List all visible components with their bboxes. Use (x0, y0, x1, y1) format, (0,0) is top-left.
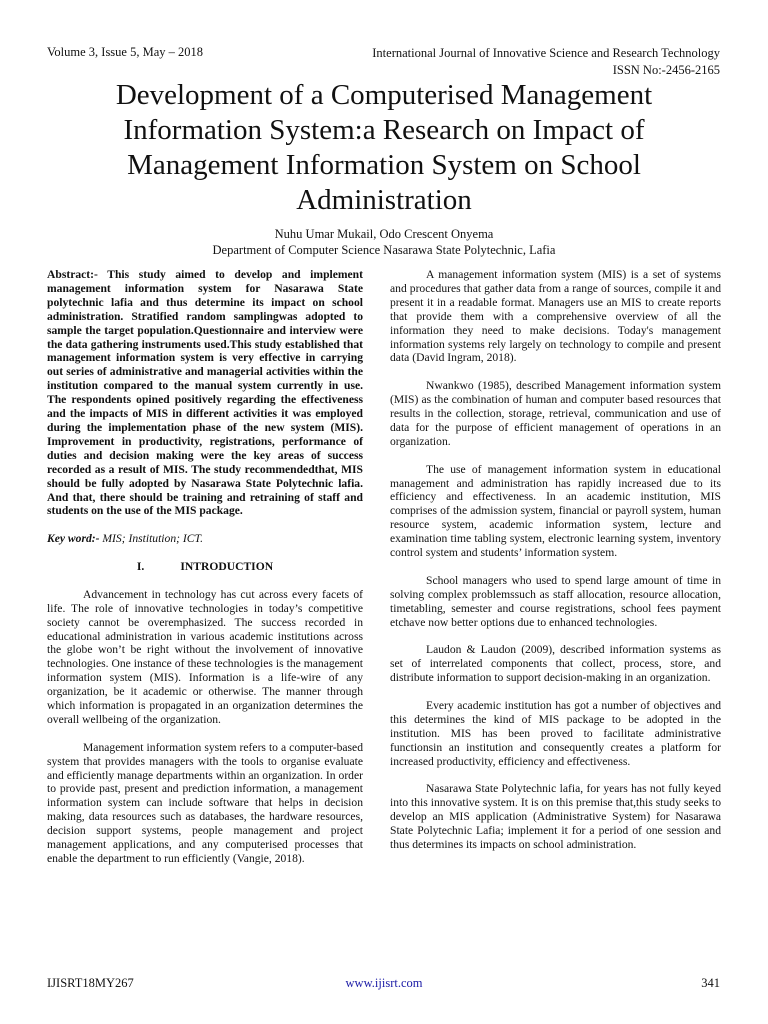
paper-title: Development of a Computerised Management Information System:a Research on Impact of Management Information System on School Administration (115, 79, 653, 216)
issn: ISSN No:-2456-2165 (612, 63, 720, 77)
abstract: Abstract:- This study aimed to develop and implement management information system for Nasarawa State polytechnic lafia and thus determine its impact on school administration. Stratified random samplingwas adopted to sample the target population.Questionnaire and interview were the data gathering instruments used.This study established that management information system is very effective in carrying out series of administrative and managerial activities within the institution compared to the manual system currently in use. The respondents opined positively regarding the effectiveness and the impacts of MIS in different activities it was employed during the implementation phase of the new system (MIS). Improvement in productivity, registrations, performance of duties and decision making were the key areas of success recorded as a result of MIS. The study recommendedthat, MIS should be fully adopted by Nasarawa State Polytechnic lafia. And that, there should be training and retraining of staff and students on the use of the MIS package. (47, 268, 363, 518)
left-column (47, 268, 363, 880)
section-number: I. (136, 560, 145, 573)
authors: Nuhu Umar Mukail, Odo Crescent Onyema (274, 227, 494, 241)
paragraph: Management information system refers to a computer-based system that provides managers with the tools to organise evaluate and efficiently manage departments within an organization. In order to provide past, present and prediction information, a management information system can include software that helps in decision making, data resources such as databases, the hardware resources, decision support systems, people management and project management applications, and any computerised processes that enable the department to run efficiently (Vangie, 2018). (47, 740, 363, 865)
journal-url-link[interactable]: www.ijisrt.com (345, 976, 423, 990)
affiliation: Department of Computer Science Nasarawa State Polytechnic, Lafia (212, 243, 556, 257)
paragraph: School managers who used to spend large amount of time in solving complex problemssuch as staff allocation, resource allocation, timetabling, semester and course registrations, school fees payment etchave now better options due to enhanced technologies. (390, 573, 721, 629)
paragraph: Nasarawa State Polytechnic lafia, for years has not fully keyed into this innovative system. It is on this premise that,this study seeks to develop an MIS application (Administrative System) for Nasarawa State Polytechnic Lafia; implement it for a period of one session and thus determines its impacts on school administration. (390, 782, 721, 852)
paragraph: A management information system (MIS) is a set of systems and procedures that gather data from a range of sources, compile it and present it in a readable format. Managers use an MIS to create reports that provide them with a comprehensive overview of all the information they need to make decisions. Today's management information systems rely largely on technology to compile and present data (David Ingram, 2018). (390, 268, 721, 365)
paragraph: Nwankwo (1985), described Management information system (MIS) as the combination of human and computer based resources that results in the collection, storage, retrieval, communication and use of data for the purpose of efficient management of operations in an organization. (390, 379, 721, 448)
paragraph: Laudon & Laudon (2009), described information systems as set of interrelated components that collect, process, store, and distribute information to support decision-making in an organization. (390, 643, 721, 685)
section-title: INTRODUCTION (180, 560, 274, 573)
page-number: 341 (701, 976, 720, 990)
volume-info: Volume 3, Issue 5, May – 2018 (47, 45, 204, 59)
right-column (390, 268, 721, 866)
journal-name: International Journal of Innovative Science and Research Technology (372, 46, 720, 60)
section-heading (47, 560, 363, 574)
paragraph: Advancement in technology has cut across every facets of life. The role of innovative technologies in today’s competitive society cannot be overemphasized. The success recorded in educational administration in various academic institutions across the globe won’t be right without the involvement of innovative technologies. One instance of these technologies is the management information system (MIS). Information is a life-wire of any organization, be it academic or otherwise. The manner through which information is propagated in an organization determines the overall wellbeing of the organization. (47, 587, 363, 726)
paper-code: IJISRT18MY267 (47, 976, 134, 990)
keywords-text: MIS; Institution; ICT. (99, 532, 203, 546)
author-block (0, 226, 768, 258)
journal-header (372, 45, 720, 79)
paragraph: Every academic institution has got a number of objectives and this determines the kind of MIS package to be adopted in the institution. MIS has been proved to facilitate administrative functionsin an institution and consequently creates a platform for increased productivity, efficiency and effectiveness. (390, 699, 721, 768)
paragraph: The use of management information system in educational management and administration has rapidly increased due to its efficiency and effectiveness. In an academic institution, MIS comprises of the admission system, financial or payroll system, human resource system, academic information system, lecture and examination time tabling system, electronic learning system, inventory control system and students’ information system. (390, 462, 721, 560)
keywords-label: Key word:- (47, 532, 100, 546)
keywords (47, 532, 363, 546)
